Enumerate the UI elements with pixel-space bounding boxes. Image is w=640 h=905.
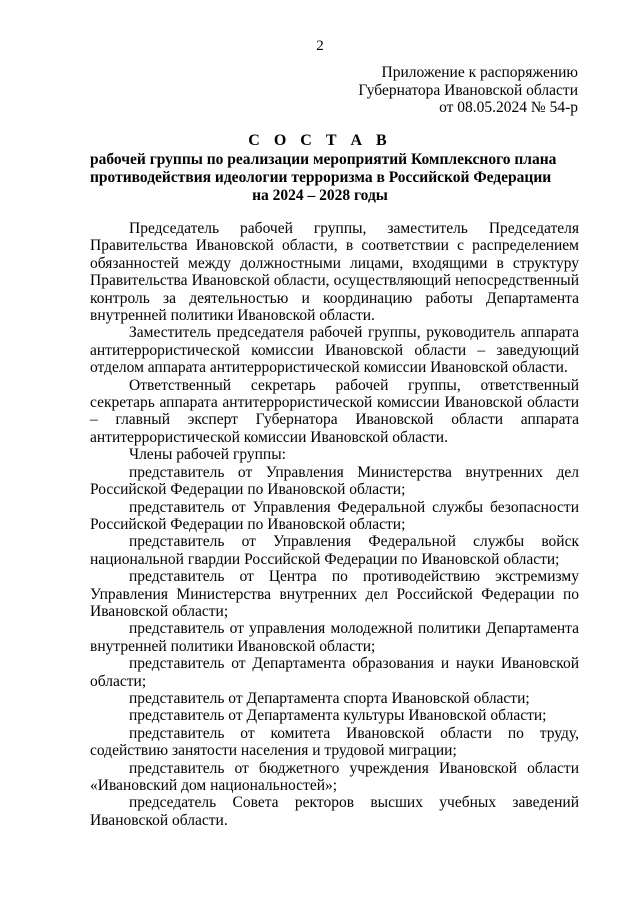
member-item: представитель от комитета Ивановской области по труду, содействию занятости населения и трудовой миграции;: [90, 724, 579, 760]
appendix-line: Губернатора Ивановской области: [358, 81, 578, 99]
member-item: представитель от Департамента культуры Ивановской области;: [129, 707, 547, 725]
document-body: [90, 220, 579, 829]
secretary-paragraph: Ответственный секретарь рабочей группы, ответственный секретарь аппарата антитеррористической комиссии Ивановской области – главный эксперт Губернатора Ивановской области аппарата антитеррористической комиссии Ивановской области.: [90, 376, 579, 446]
member-item: представитель от Управления Федеральной службы безопасности Российской Федерации по Ивановской области;: [90, 498, 579, 533]
chairman-paragraph: Председатель рабочей группы, заместитель Председателя Правительства Ивановской области, в соответствии с распределением обязанностей между должностными лицами, входящими в структуру Правительства Ивановской области, осуществляющий непосредственный контроль за деятельностью и координацию работы Департамента внутренней политики Ивановской области.: [90, 220, 579, 325]
appendix-line: Приложение к распоряжению: [381, 64, 578, 81]
document-subtitle: [90, 151, 557, 205]
subtitle-line: рабочей группы по реализации мероприятий Комплексного плана: [90, 151, 557, 168]
member-item: представитель от Управления Министерства внутренних дел Российской Федерации по Ивановской области;: [90, 463, 579, 499]
member-item: представитель от Департамента образования и науки Ивановской области;: [90, 655, 579, 690]
document-title: С О С Т А В: [248, 132, 392, 149]
page-number: 2: [316, 38, 324, 54]
appendix-line: от 08.05.2024 № 54-р: [439, 99, 578, 116]
member-item: представитель от Управления Федеральной службы войск национальной гвардии Российской Федерации по Ивановской области;: [90, 533, 579, 568]
members-heading: Члены рабочей группы:: [129, 446, 286, 464]
member-item: представитель от Департамента спорта Ивановской области;: [129, 689, 530, 707]
deputy-chairman-paragraph: Заместитель председателя рабочей группы, руководитель аппарата антитеррористической комиссии Ивановской области – заведующий отделом аппарата антитеррористической комиссии Ивановской области.: [90, 324, 579, 377]
appendix-header: [358, 64, 578, 117]
subtitle-line: противодействия идеологии терроризма в Российской Федерации: [90, 169, 552, 186]
member-item: представитель от Центра по противодействию экстремизму Управления Министерства внутренних дел Российской Федерации по Ивановской области;: [90, 568, 579, 620]
subtitle-line: на 2024 – 2028 годы: [252, 187, 388, 204]
member-item: председатель Совета ректоров высших учебных заведений Ивановской области.: [90, 794, 579, 829]
member-item: представитель от бюджетного учреждения Ивановской области «Ивановский дом национальностей»;: [90, 759, 579, 794]
member-item: представитель от управления молодежной политики Департамента внутренней политики Ивановской области;: [90, 620, 579, 655]
